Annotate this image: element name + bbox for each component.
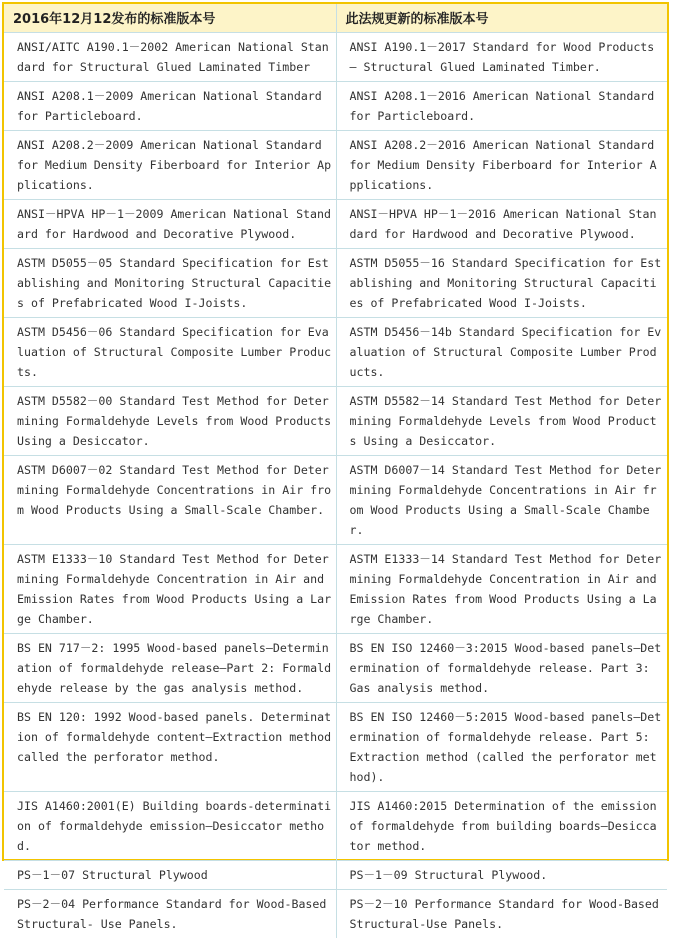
cell-old-version: BS EN 717－2: 1995 Wood-based panels—Determination of formaldehyde release—Part 2: Formaldehyde release by the gas analysis method.: [4, 633, 336, 702]
table-row: [4, 544, 667, 633]
cell-new-version: PS－2－10 Performance Standard for Wood-Based Structural-Use Panels.: [349, 896, 659, 931]
cell-new-version: BS EN ISO 12460－3:2015 Wood-based panels—Determination of formaldehyde release. Part 3: Gas analysis method.: [336, 633, 667, 702]
cell-old-version: ASTM E1333－10 Standard Test Method for Determining Formaldehyde Concentration in Air and Emission Rates from Wood Products Using a Large Chamber.: [4, 544, 336, 633]
cell-new-version: ANSI A208.2－2016 American National Standard for Medium Density Fiberboard for Interior Applications.: [336, 130, 667, 199]
header-new-version: 此法规更新的标准版本号: [336, 4, 667, 32]
table-row: [4, 455, 667, 544]
cell-old-version: ANSI－HPVA HP－1－2009 American National Standard for Hardwood and Decorative Plywood.: [4, 199, 336, 248]
table-row: [4, 130, 667, 199]
header-row: [4, 4, 667, 32]
cell-new-version: ANSI A208.1－2016 American National Standard for Particleboard.: [336, 81, 667, 130]
cell-new-version: ASTM D5582－14 Standard Test Method for Determining Formaldehyde Levels from Wood Products Using a Desiccator.: [336, 386, 667, 455]
table-row: [4, 32, 667, 81]
table-row: [4, 248, 667, 317]
table-row: [4, 199, 667, 248]
header-old-version: 2016年12月12发布的标准版本号: [4, 4, 336, 32]
cell-new-version: ASTM E1333－14 Standard Test Method for Determining Formaldehyde Concentration in Air and Emission Rates from Wood Products Using a Large Chamber.: [336, 544, 667, 633]
table-row: [4, 791, 667, 860]
cell-old-version: ANSI A208.1－2009 American National Standard for Particleboard.: [4, 81, 336, 130]
cell-new-version: ASTM D6007－14 Standard Test Method for Determining Formaldehyde Concentrations in Air from Wood Products Using a Small-Scale Chamber.: [336, 455, 667, 544]
table-row: [4, 889, 667, 938]
table-frame: [2, 2, 669, 931]
cell-new-version: JIS A1460:2015 Determination of the emission of formaldehyde from building boards—Desiccator method.: [336, 791, 667, 860]
cell-old-version: BS EN 120: 1992 Wood-based panels. Determination of formaldehyde content—Extraction method called the perforator method.: [4, 702, 336, 791]
cell-old-version: ASTM D5456－06 Standard Specification for Evaluation of Structural Composite Lumber Products.: [4, 317, 336, 386]
cell-new-version: ASTM D5055－16 Standard Specification for Establishing and Monitoring Structural Capacities of Prefabricated Wood I-Joists.: [336, 248, 667, 317]
cell-old-version: ANSI A208.2－2009 American National Standard for Medium Density Fiberboard for Interior Applications.: [4, 130, 336, 199]
cell-old-version: JIS A1460:2001(E) Building boards-determination of formaldehyde emission—Desiccator method.: [4, 791, 336, 860]
cell-old-version: PS－1－07 Structural Plywood: [4, 860, 336, 889]
table-row: [4, 702, 667, 791]
cell-new-version: ASTM D5456－14b Standard Specification for Evaluation of Structural Composite Lumber Products.: [336, 317, 667, 386]
cell-old-version: ASTM D6007－02 Standard Test Method for Determining Formaldehyde Concentrations in Air from Wood Products Using a Small-Scale Chamber.: [4, 455, 336, 544]
cell-old-version: ANSI/AITC A190.1－2002 American National Standard for Structural Glued Laminated Timber: [4, 32, 336, 81]
cell-new-version: BS EN ISO 12460－5:2015 Wood-based panels—Determination of formaldehyde release. Part 5: Extraction method (called the perforator method).: [336, 702, 667, 791]
standards-table: [4, 4, 667, 938]
table-row: [4, 317, 667, 386]
cell-new-version: ANSI A190.1－2017 Standard for Wood Products – Structural Glued Laminated Timber.: [336, 32, 667, 81]
table-row: [4, 633, 667, 702]
table-row: [4, 860, 667, 889]
cell-old-version: PS－2－04 Performance Standard for Wood-Based Structural- Use Panels.: [4, 889, 336, 938]
cell-new-version: ANSI－HPVA HP－1－2016 American National Standard for Hardwood and Decorative Plywood.: [336, 199, 667, 248]
table-row: [4, 386, 667, 455]
cell-old-version: ASTM D5582－00 Standard Test Method for Determining Formaldehyde Levels from Wood Products Using a Desiccator.: [4, 386, 336, 455]
table-row: [4, 81, 667, 130]
cell-new-version: PS－1－09 Structural Plywood.: [336, 860, 667, 889]
cell-old-version: ASTM D5055－05 Standard Specification for Establishing and Monitoring Structural Capacities of Prefabricated Wood I-Joists.: [4, 248, 336, 317]
